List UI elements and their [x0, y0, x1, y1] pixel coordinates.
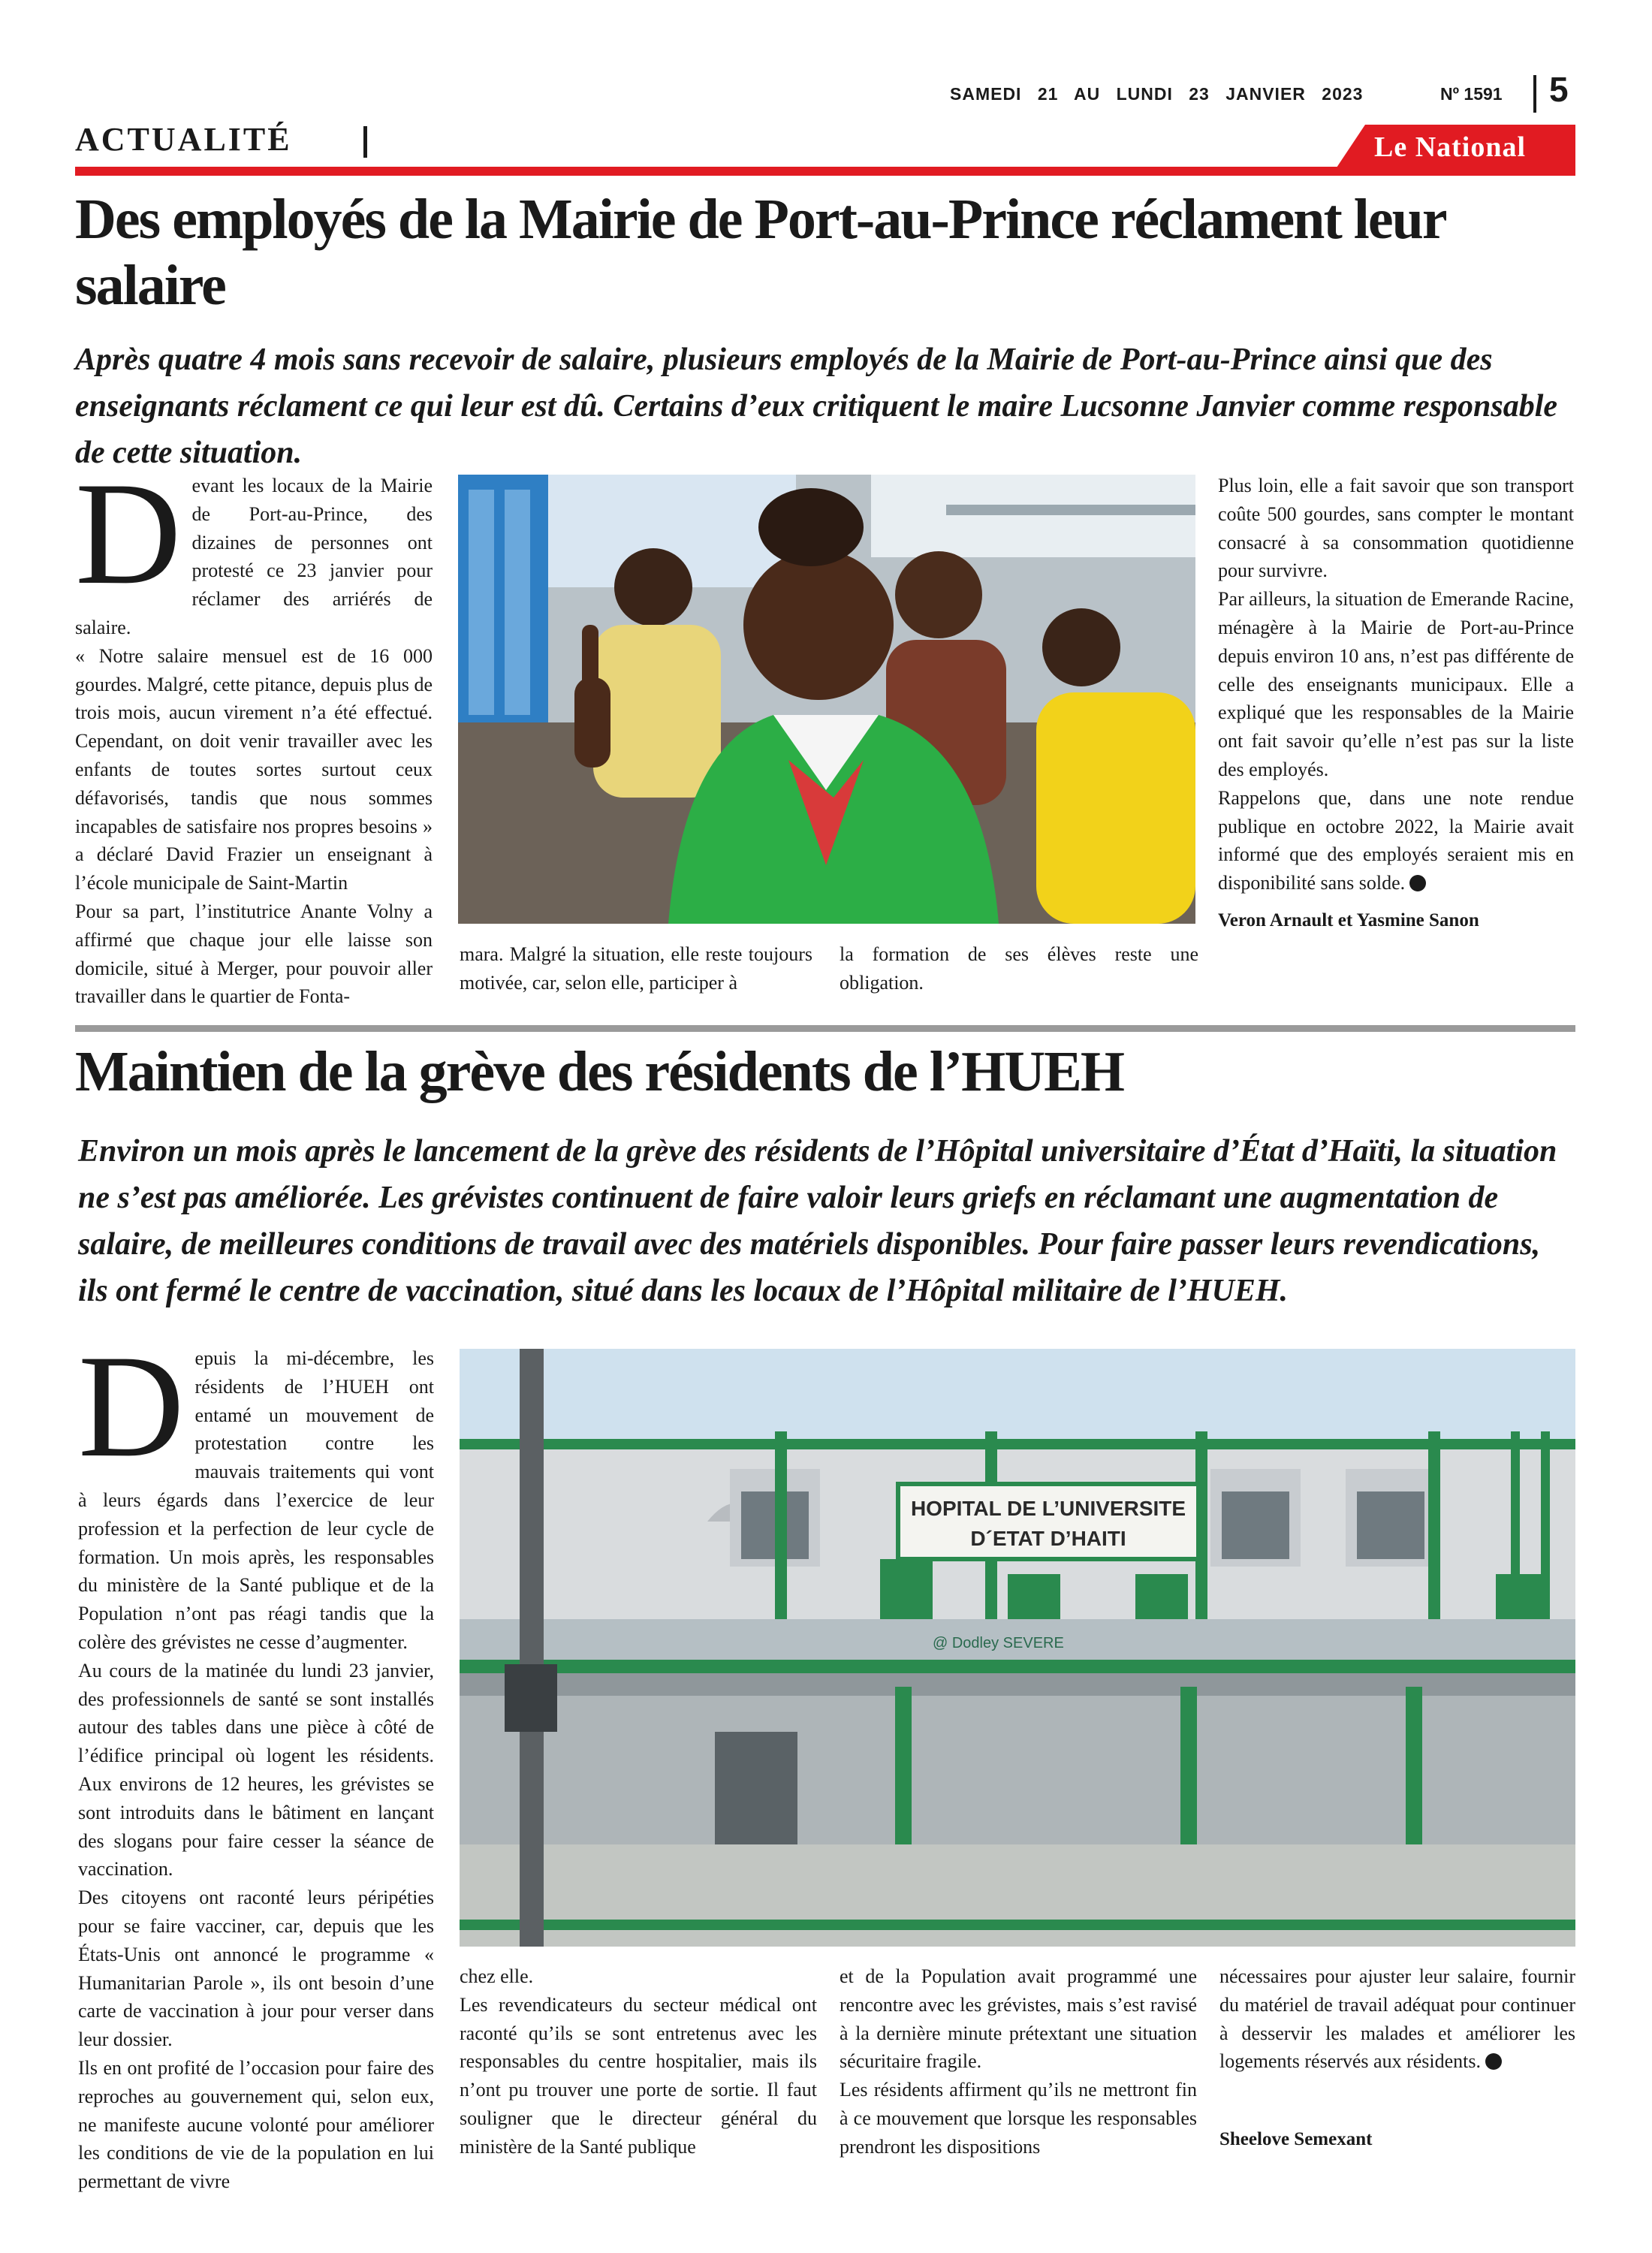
article1-photo — [458, 475, 1195, 924]
article-separator — [75, 1025, 1575, 1032]
section-divider — [363, 126, 367, 158]
article2-column-4 — [1219, 1962, 1575, 2076]
article2-lead: Environ un mois après le lancement de la grève des résidents de l’Hôpital universitaire d’État d’Haïti, la situation ne s’est pas améliorée. Les grévistes continuent de faire valoir leurs griefs en réclamant une augmentation de salaire, de meilleures conditions de travail avec des matériels disponibles. Pour faire passer leurs revendications, ils ont fermé le centre de vaccination, situé dans les locaux de l’Hôpital militaire de l’HUEH. — [78, 1134, 1557, 1308]
article1-paragraph: evant les locaux de la Mairie de Port-au-Prince, des dizaines de personnes ont protesté ce 23 janvier pour réclamer des arriérés de salaire. — [75, 475, 433, 638]
article2-paragraph: Des citoyens ont raconté leurs péripéties pour se faire vacciner, car, depuis que les États-Unis ont annoncé le programme « Humanitarian Parole », ils ont besoin d’une carte de vaccination à jour pour verser dans leur dossier. — [78, 1887, 434, 2051]
article2-photo — [460, 1349, 1575, 1947]
section-title: ACTUALITÉ — [75, 121, 292, 158]
article1-closing-text: Rappelons que, dans une note rendue publique en octobre 2022, la Mairie avait informé que des employés seraient mis en disponibilité sans solde. — [1218, 786, 1574, 894]
article2-paragraph — [1219, 1962, 1575, 2076]
article1-byline: Veron Arnault et Yasmine Sanon — [1218, 910, 1479, 930]
header-rule — [75, 167, 1575, 176]
article1-column-2 — [460, 940, 812, 997]
issue-number: Nº 1591 — [1440, 84, 1503, 104]
article2-paragraph: Au cours de la matinée du lundi 23 janvier, des professionnels de santé se sont installés autour des tables dans une pièce à côté de l’édifice principal où logent les résidents. Aux environs de 12 heures, les grévistes se sont introduits dans le bâtiment en lançant des slogans pour faire cesser la séance de vaccination. — [78, 1659, 434, 1881]
hospital-sign-line-2: D´ETAT D’HAITI — [970, 1527, 1126, 1550]
article2-paragraph: epuis la mi-décembre, les résidents de l’HUEH ont entamé un mouvement de protestation contre les mauvais traitements qui vont à leurs égards dans l’exercice de leur profession et la perfection de leur cycle de formation. Un mois après, les responsables du ministère de la Santé publique et de la Population n’ont pas réagi tandis que la colère des grévistes ne cesse d’augmenter. — [78, 1347, 434, 1653]
article2-paragraph: et de la Population avait programmé une rencontre avec les grévistes, mais s’est ravisé à la dernière minute prétextant une situation sécuritaire fragile. — [840, 1965, 1197, 2073]
article1-paragraph — [1218, 784, 1574, 897]
article1-column-1 — [75, 452, 433, 1011]
article1-dropcap: D — [75, 452, 182, 615]
article2-byline: Sheelove Semexant — [1219, 2129, 1373, 2149]
page-number-divider — [1533, 75, 1536, 113]
article1-column-3 — [840, 940, 1198, 997]
end-of-article-icon — [1409, 875, 1426, 891]
article1-paragraph: « Notre salaire mensuel est de 16 000 gourdes. Malgré, cette pitance, depuis plus de trois mois, aucun virement n’a été effectué. Cependant, on doit venir travailler avec les enfants de toutes sortes surtout ceux défavorisés, tandis que nous sommes incapables de satisfaire nos propres besoins » a déclaré David Frazier un enseignant à l’école municipale de Saint-Martin — [75, 644, 433, 894]
photo-credit: @ Dodley SEVERE — [933, 1635, 1064, 1651]
article1-paragraph: la formation de ses élèves reste une obligation. — [840, 943, 1198, 994]
protest-photo-illustration — [458, 475, 1195, 924]
article1-paragraph: mara. Malgré la situation, elle reste toujours motivée, car, selon elle, participer à — [460, 943, 812, 994]
article1-paragraph: Par ailleurs, la situation de Emerande Racine, ménagère à la Mairie de Port-au-Prince depuis environ 10 ans, n’est pas différente de celle des enseignants municipaux. Elle a expliqué que les responsables de la Mairie ont fait savoir qu’elle n’est pas sur la liste des employés. — [1218, 588, 1574, 780]
article2-paragraph: Les revendicateurs du secteur médical ont raconté qu’ils se sont entretenus avec les responsables du centre hospitalier, mais ils n’ont pu trouver une porte de sortie. Il faut souligner que le directeur général du ministère de la Santé publique — [460, 1993, 817, 2158]
article2-paragraph: chez elle. — [460, 1965, 534, 1987]
article2-dropcap: D — [78, 1325, 185, 1488]
article2-column-2 — [460, 1962, 817, 2161]
newspaper-brand: Le National — [1374, 131, 1527, 163]
hospital-photo-illustration — [460, 1349, 1575, 1947]
article2-column-3 — [840, 1962, 1197, 2161]
page-number: 5 — [1549, 70, 1569, 109]
article1-lead: Après quatre 4 mois sans recevoir de salaire, plusieurs employés de la Mairie de Port-au-Prince ainsi que des enseignants réclament ce qui leur est dû. Certains d’eux critiquent le maire Lucsonne Janvier comme responsable de cette situation. — [75, 342, 1558, 470]
issue-date: SAMEDI 21 AU LUNDI 23 JANVIER 2023 — [950, 84, 1364, 104]
article2-paragraph: Les résidents affirment qu’ils ne mettront fin à ce mouvement que lorsque les responsables prendront les dispositions — [840, 2079, 1197, 2158]
article2-headline: Maintien de la grève des résidents de l’HUEH — [75, 1040, 1123, 1103]
article1-headline: Des employés de la Mairie de Port-au-Prince réclament leur salaire — [75, 188, 1446, 317]
article1-column-4 — [1218, 472, 1574, 897]
article1-paragraph: Pour sa part, l’institutrice Anante Volny a affirmé que chaque jour elle laisse son domicile, situé à Merger, pour pouvoir aller travailler dans le quartier de Fonta- — [75, 900, 433, 1008]
article2-closing-text: nécessaires pour ajuster leur salaire, fournir du matériel de travail adéquat pour continuer à desservir les malades et améliorer les logements réservés aux résidents. — [1219, 1965, 1575, 2073]
article1-paragraph: Plus loin, elle a fait savoir que son transport coûte 500 gourdes, sans compter le montant consacré à sa consommation quotidienne pour survivre. — [1218, 475, 1574, 582]
article2-column-1 — [78, 1325, 434, 2196]
hospital-sign-line-1: HOPITAL DE L’UNIVERSITE — [910, 1497, 1186, 1520]
article2-paragraph: Ils en ont profité de l’occasion pour faire des reproches au gouvernement qui, selon eux, ne manifeste aucune volonté pour améliorer les conditions de vie de la population en lui permettant de vivre — [78, 2056, 434, 2193]
end-of-article-icon — [1485, 2053, 1502, 2070]
